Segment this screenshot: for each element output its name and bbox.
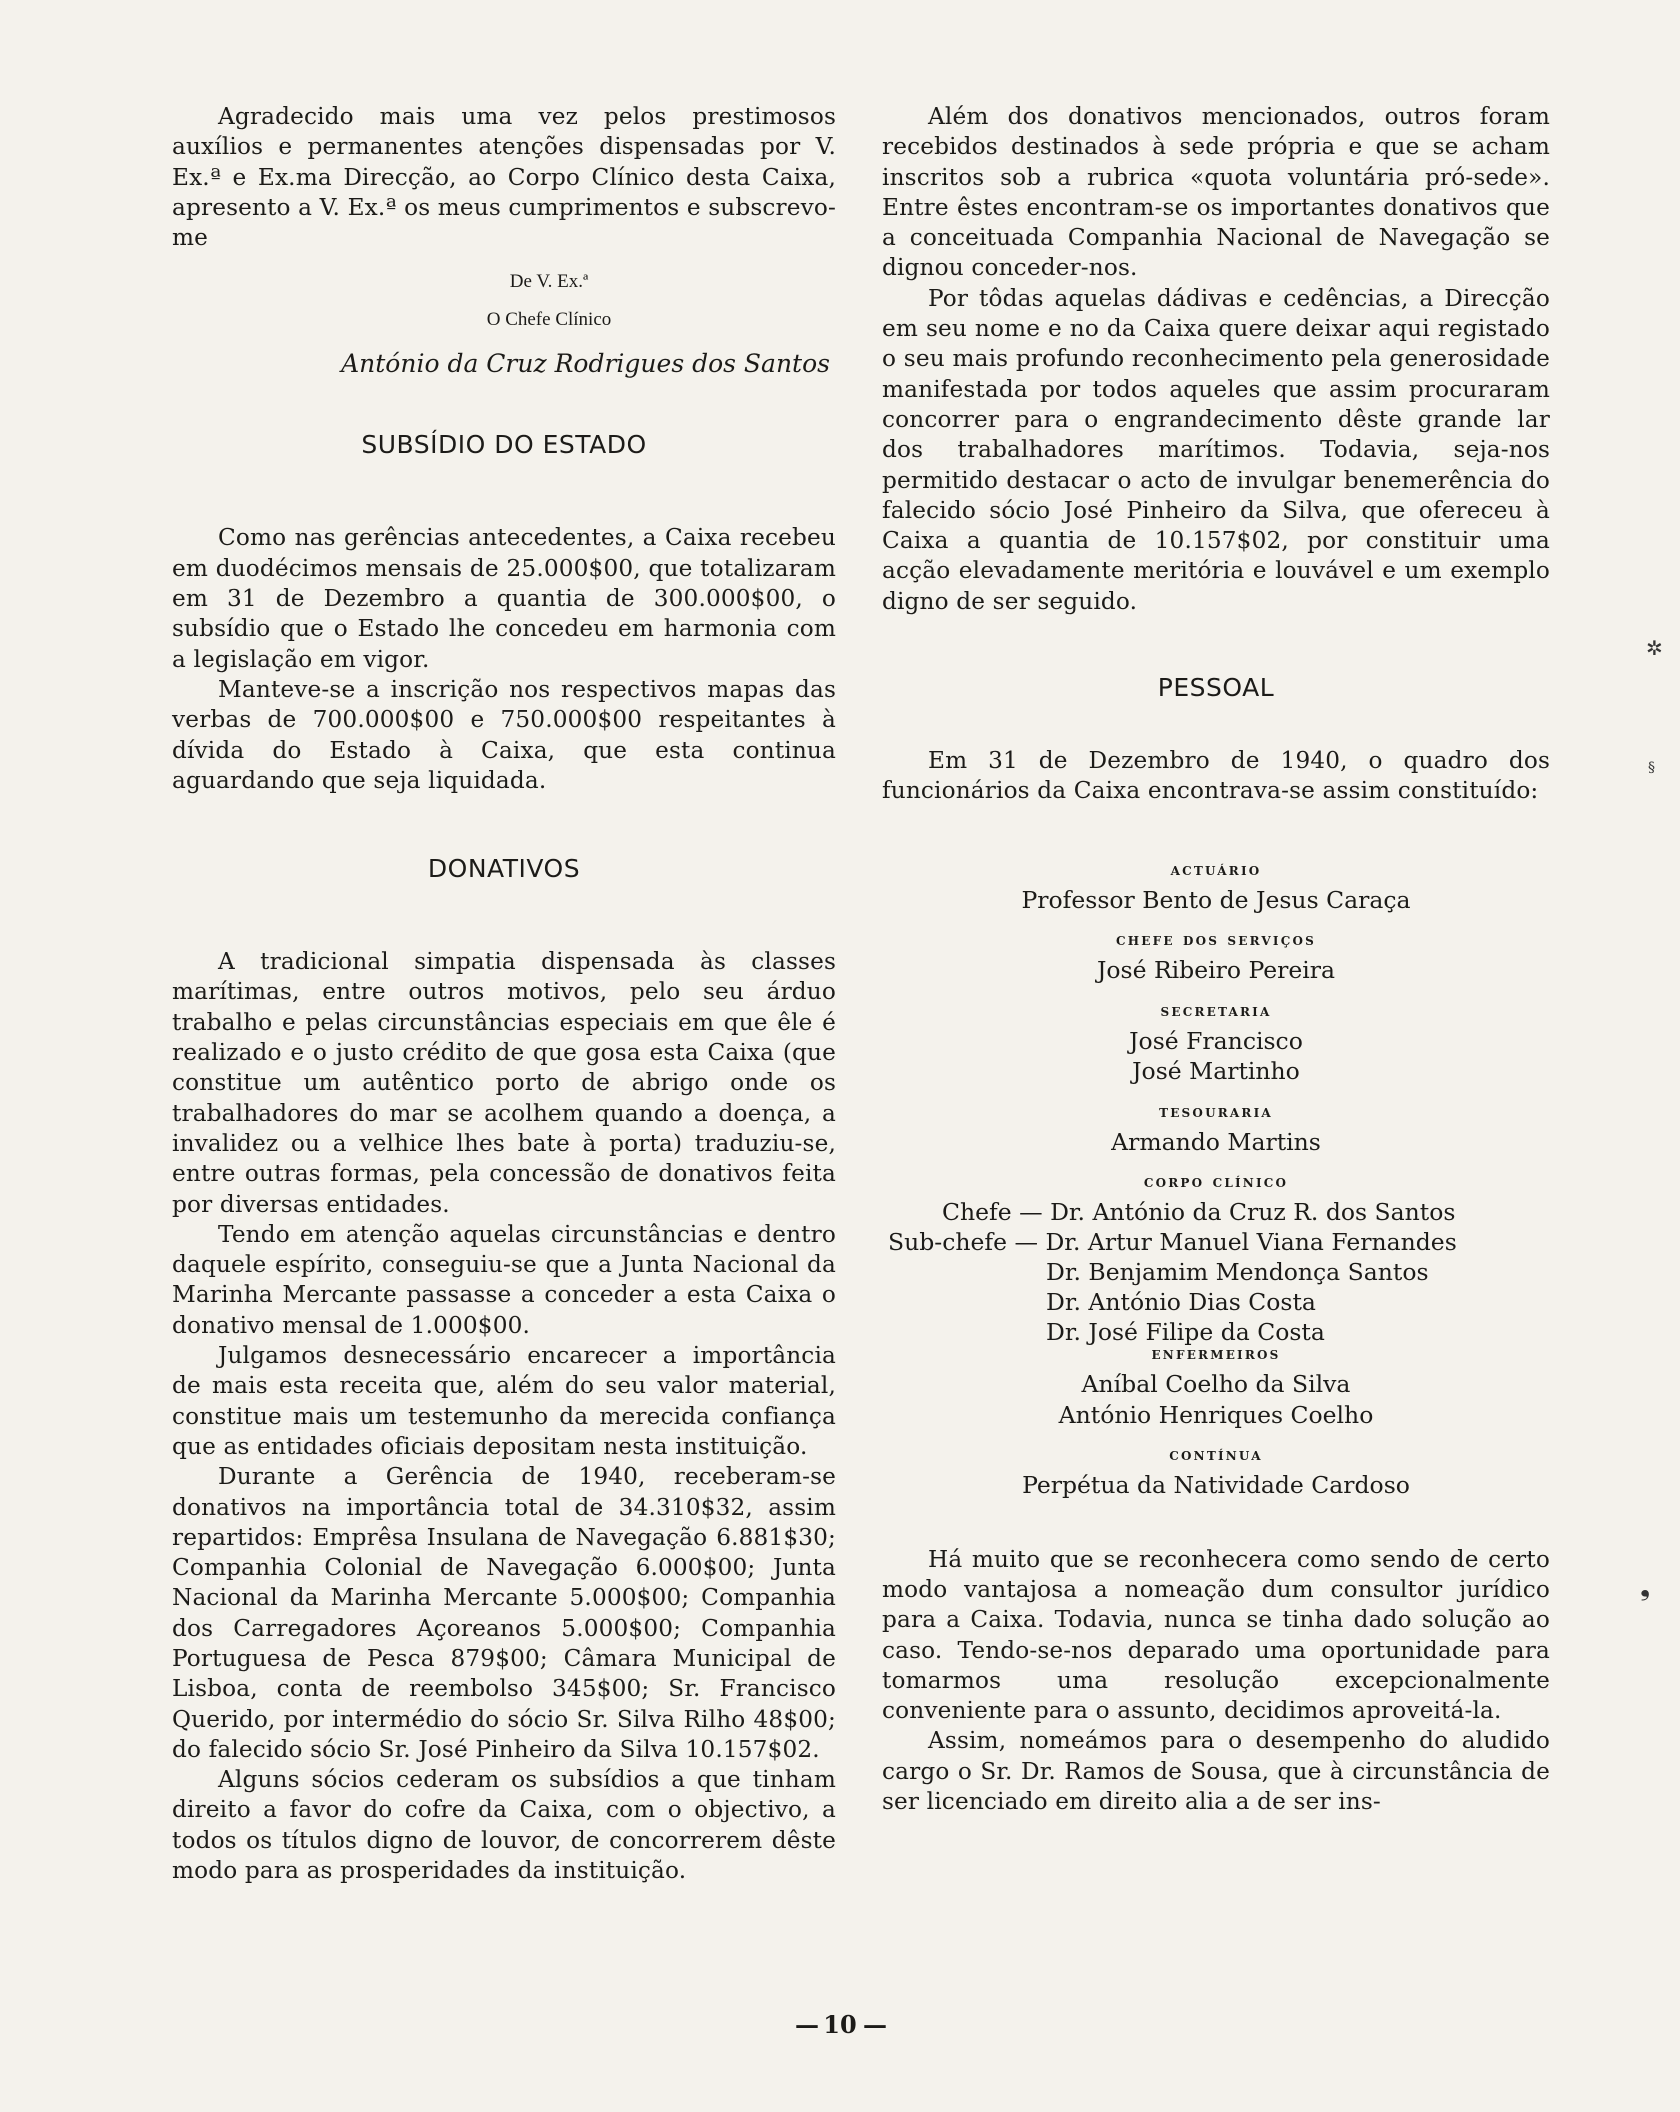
section-pessoal-body (882, 1545, 1550, 1818)
role-title-tesouraria: tesouraria (1159, 1101, 1273, 1122)
footer-dash: — (856, 2010, 886, 2039)
role-name: José Ribeiro Pereira (1096, 956, 1336, 985)
role-title-continua: contínua (1169, 1445, 1263, 1466)
heading-subsidio: SUBSÍDIO DO ESTADO (361, 430, 647, 460)
right-column (882, 102, 1550, 1817)
paragraph: Durante a Gerência de 1940, receberam-se donativos na importância total de 34.310$32, assim repartidos: Emprêsa Insulana de Navegação 6.881$30; Companhia Colonial de Navegação 6.000$00; Junta Nacional da Marinha Mercante 5.000$00; Companhia dos Carregadores Açoreanos 5.000$00; Companhia Portuguesa de Pesca 879$00; Câmara Municipal de Lisboa, conta de reembolso 345$00; Sr. Francisco Querido, por intermédio do sócio Sr. Silva Rilho 48$00; do falecido sócio Sr. José Pinheiro da Silva 10.157$02. (172, 1463, 836, 1763)
section-donativos-body (172, 947, 836, 1886)
role-name: Perpétua da Natividade Cardoso (1022, 1471, 1410, 1500)
heading-pessoal: PESSOAL (1157, 673, 1275, 703)
paragraph: Alguns sócios cederam os subsídios a que tinham direito a favor do cofre da Caixa, com o objectivo, a todos os títulos digno de louvor, de concorrerem dêste modo para as prosperidades da instituição. (172, 1766, 836, 1885)
closing-paragraph: Agradecido mais uma vez pelos prestimosos auxílios e permanentes atenções dispensadas por V. Ex.ª e Ex.ma Direcção, ao Corpo Clínico desta Caixa, apresento a V. Ex.ª os meus cumprimentos e subscrevo-me (172, 103, 836, 252)
page-number: 10 (823, 2010, 857, 2039)
section-subsidio-body (172, 523, 836, 796)
role-title-secretaria: secretaria (1160, 1000, 1272, 1021)
role-title-actuario: actuário (1170, 859, 1262, 880)
paragraph: Manteve-se a inscrição nos respectivos mapas das verbas de 700.000$00 e 750.000$00 respeitantes à dívida do Estado à Caixa, que esta continua aguardando que seja liquidada. (172, 675, 836, 794)
role-name: Aníbal Coelho da Silva (1081, 1370, 1351, 1399)
role-name: José Martinho (1132, 1057, 1300, 1086)
paragraph: A tradicional simpatia dispensada às classes marítimas, entre outros motivos, pelo seu árduo trabalho e pelas circunstâncias especiais em que êle é realizado e o justo crédito de que gosa esta Caixa (que constitue um autêntico porto de abrigo onde os trabalhadores do mar se acolhem quando a doença, a invalidez ou a velhice lhes bate à porta) traduziu-se, entre outras formas, pela concessão de donativos feita por diversas entidades. (172, 948, 836, 1218)
paragraph: Há muito que se reconhecera como sendo de certo modo vantajosa a nomeação dum consultor jurídico para a Caixa. Todavia, nunca se tinha dado solução ao caso. Tendo-se-nos deparado uma oportunidade para tomarmos uma resolução excepcionalmente conveniente para o assunto, decidimos aproveitá-la. (882, 1545, 1550, 1725)
signer-role: O Chefe Clínico (486, 309, 612, 331)
paragraph: Assim, nomeámos para o desempenho do aludido cargo o Sr. Dr. Ramos de Sousa, que à circunstância de ser licenciado em direito alia a de ser ins- (882, 1727, 1550, 1816)
role-name: Armando Martins (1111, 1127, 1321, 1156)
paragraph: Além dos donativos mencionados, outros foram recebidos destinados à sede própria e que se acham inscritos sob a rubrica «quota voluntária pró-sede». Entre êstes encontram-se os importantes donativos que a conceituada Companhia Nacional de Navegação se dignou conceder-nos. (882, 103, 1550, 282)
role-title-chefe: chefe dos serviços (1116, 930, 1316, 951)
paragraph: Julgamos desnecessário encarecer a importância de mais esta receita que, além do seu valor material, constitue mais um testemunho da merecida confiança que as entidades oficiais depositam nesta instituição. (172, 1342, 836, 1460)
staff-roster (882, 855, 1550, 1501)
scan-speck: ✲ (1646, 636, 1663, 660)
scan-speck: § (1648, 760, 1655, 776)
salutation: De V. Ex.ª (509, 271, 589, 293)
clinic-row: Dr. José Filipe da Costa (1046, 1318, 1325, 1347)
clinic-row: Chefe — Dr. António da Cruz R. dos Santos (942, 1198, 1456, 1227)
scan-speck: ❟ (1640, 1572, 1651, 1602)
signature: António da Cruz Rodrigues dos Santos (341, 349, 830, 379)
left-column (172, 102, 836, 1886)
clinic-row: Dr. António Dias Costa (1046, 1288, 1316, 1317)
page-footer (0, 2010, 1680, 2039)
role-name: Professor Bento de Jesus Caraça (1021, 885, 1411, 914)
clinic-staff-list (882, 1197, 1550, 1347)
clinic-row: Sub-chefe — Dr. Artur Manuel Viana Fernandes (888, 1228, 1457, 1257)
role-title-corpo-clinico: corpo clínico (1143, 1172, 1289, 1193)
clinic-row: Dr. Benjamim Mendonça Santos (1046, 1258, 1429, 1287)
role-title-enfermeiros: enfermeiros (1151, 1344, 1281, 1365)
footer-dash: — (794, 2010, 824, 2039)
heading-donativos: DONATIVOS (427, 854, 581, 884)
paragraph: Tendo em atenção aquelas circunstâncias e dentro daquele espírito, conseguiu-se que a Junta Nacional da Marinha Mercante passasse a conceder a esta Caixa o donativo mensal de 1.000$00. (172, 1220, 836, 1339)
role-name: António Henriques Coelho (1058, 1400, 1374, 1429)
pessoal-intro: Em 31 de Dezembro de 1940, o quadro dos funcionários da Caixa encontrava-se assim constituído: (882, 747, 1550, 805)
paragraph: Por tôdas aquelas dádivas e cedências, a Direcção em seu nome e no da Caixa quere deixar aqui registado o seu mais profundo reconhecimento pela generosidade manifestada por todos aqueles que assim procuraram concorrer para o engrandecimento dêste grande lar dos trabalhadores marítimos. Todavia, seja-nos permitido destacar o acto de invulgar benemerência do falecido sócio José Pinheiro da Silva, que ofereceu à Caixa a quantia de 10.157$02, por constituir uma acção elevadamente meritória e louvável e um exemplo digno de ser seguido. (882, 284, 1550, 615)
paragraph: Como nas gerências antecedentes, a Caixa recebeu em duodécimos mensais de 25.000$00, que totalizaram em 31 de Dezembro a quantia de 300.000$00, o subsídio que o Estado lhe concedeu em harmonia com a legislação em vigor. (172, 524, 836, 673)
role-name: José Francisco (1129, 1026, 1303, 1055)
